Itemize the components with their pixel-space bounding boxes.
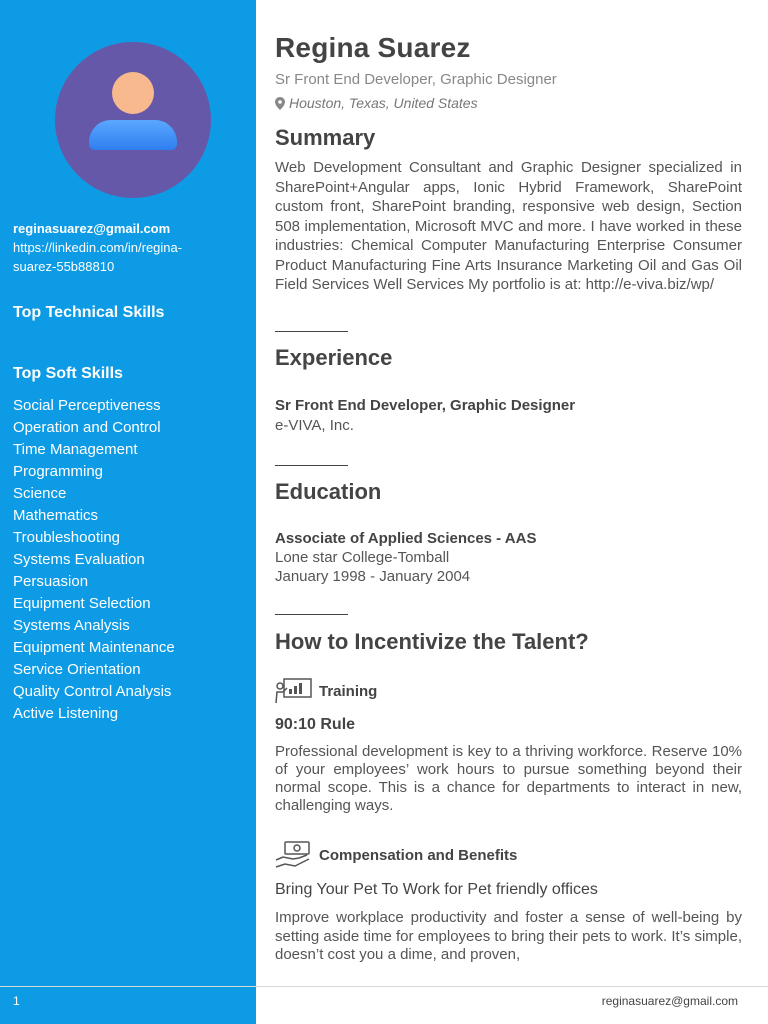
page-number: 1 (13, 994, 20, 1008)
money-hand-icon (275, 840, 313, 870)
skill-item: Programming (13, 463, 104, 480)
skill-item: Persuasion (13, 573, 89, 590)
experience-heading: Experience (275, 345, 393, 370)
skill-item: Time Management (13, 441, 138, 458)
map-pin-icon (275, 97, 285, 110)
avatar-body-icon (89, 120, 177, 150)
skill-item: Quality Control Analysis (13, 683, 172, 700)
soft-skills-list (13, 395, 175, 725)
education-dates: January 1998 - January 2004 (275, 568, 471, 585)
sidebar (0, 0, 256, 1024)
training-rule: 90:10 Rule (275, 716, 356, 733)
compensation-label: Compensation and Benefits (319, 846, 518, 864)
education-degree: Associate of Applied Sciences - AAS (275, 530, 537, 547)
skill-item: Science (13, 485, 67, 502)
contact-block (13, 219, 249, 276)
location-text: Houston, Texas, United States (289, 95, 478, 111)
skill-item: Operation and Control (13, 419, 161, 436)
experience-role: Sr Front End Developer, Graphic Designer (275, 397, 576, 414)
education-school: Lone star College-Tomball (275, 549, 450, 566)
skill-item: Mathematics (13, 507, 99, 524)
training-presentation-icon (275, 677, 313, 705)
profile-name: Regina Suarez (275, 32, 471, 63)
skill-item: Active Listening (13, 705, 119, 722)
education-heading: Education (275, 479, 382, 504)
incentives-heading: How to Incentivize the Talent? (275, 629, 589, 654)
compensation-text: Improve workplace productivity and foster a sense of well-being by setting aside time for employees to bring their pets to work. It’s simple, doesn’t cost you a dime, and proven, (275, 909, 742, 963)
profile-title: Sr Front End Developer, Graphic Designer (275, 71, 557, 88)
technical-skills-heading: Top Technical Skills (13, 304, 165, 321)
soft-skills-heading: Top Soft Skills (13, 365, 123, 382)
training-label: Training (319, 682, 378, 700)
section-divider (275, 614, 348, 615)
contact-email-link[interactable]: reginasuarez@gmail.com (13, 221, 171, 236)
section-divider (275, 465, 348, 466)
skill-item: Equipment Maintenance (13, 639, 175, 656)
skill-item: Service Orientation (13, 661, 141, 678)
footer-divider (0, 986, 768, 987)
compensation-row (275, 840, 742, 870)
footer-email: reginasuarez@gmail.com (601, 994, 738, 1008)
section-divider (275, 331, 348, 332)
profile-location (275, 95, 742, 111)
linkedin-link-line1[interactable]: https://linkedin.com/in/regina- (13, 240, 183, 255)
skill-item: Systems Analysis (13, 617, 130, 634)
linkedin-link-line2[interactable]: suarez-55b88810 (13, 259, 115, 274)
summary-heading: Summary (275, 125, 376, 150)
summary-text: Web Development Consultant and Graphic Designer specialized in SharePoint+Angular apps, Ionic Hybrid Framework, SharePoint custom front, SharePoint branding, responsive web design, Section 508 implementation, Microsoft MVC and more. I have worked in these industries: Chemical Computer Manufacturing Enterprise Consumer Product Manufacturing Fine Arts Insurance Marketing Oil and Gas Oil Field Services Well Services My portfolio is at: http://e-viva.biz/wp/ (275, 159, 742, 293)
skill-item: Troubleshooting (13, 529, 121, 546)
avatar (55, 42, 211, 198)
skill-item: Social Perceptiveness (13, 397, 161, 414)
compensation-title: Bring Your Pet To Work for Pet friendly offices (275, 881, 598, 898)
experience-company: e-VIVA, Inc. (275, 417, 354, 434)
avatar-head-icon (112, 72, 154, 114)
skill-item: Systems Evaluation (13, 551, 145, 568)
skill-item: Equipment Selection (13, 595, 151, 612)
training-text: Professional development is key to a thriving workforce. Reserve 10% of your employees’ work hours to pursue something beyond their normal scope. This is a chance for departments to interact in new, challenging ways. (275, 743, 742, 814)
training-row (275, 677, 742, 705)
